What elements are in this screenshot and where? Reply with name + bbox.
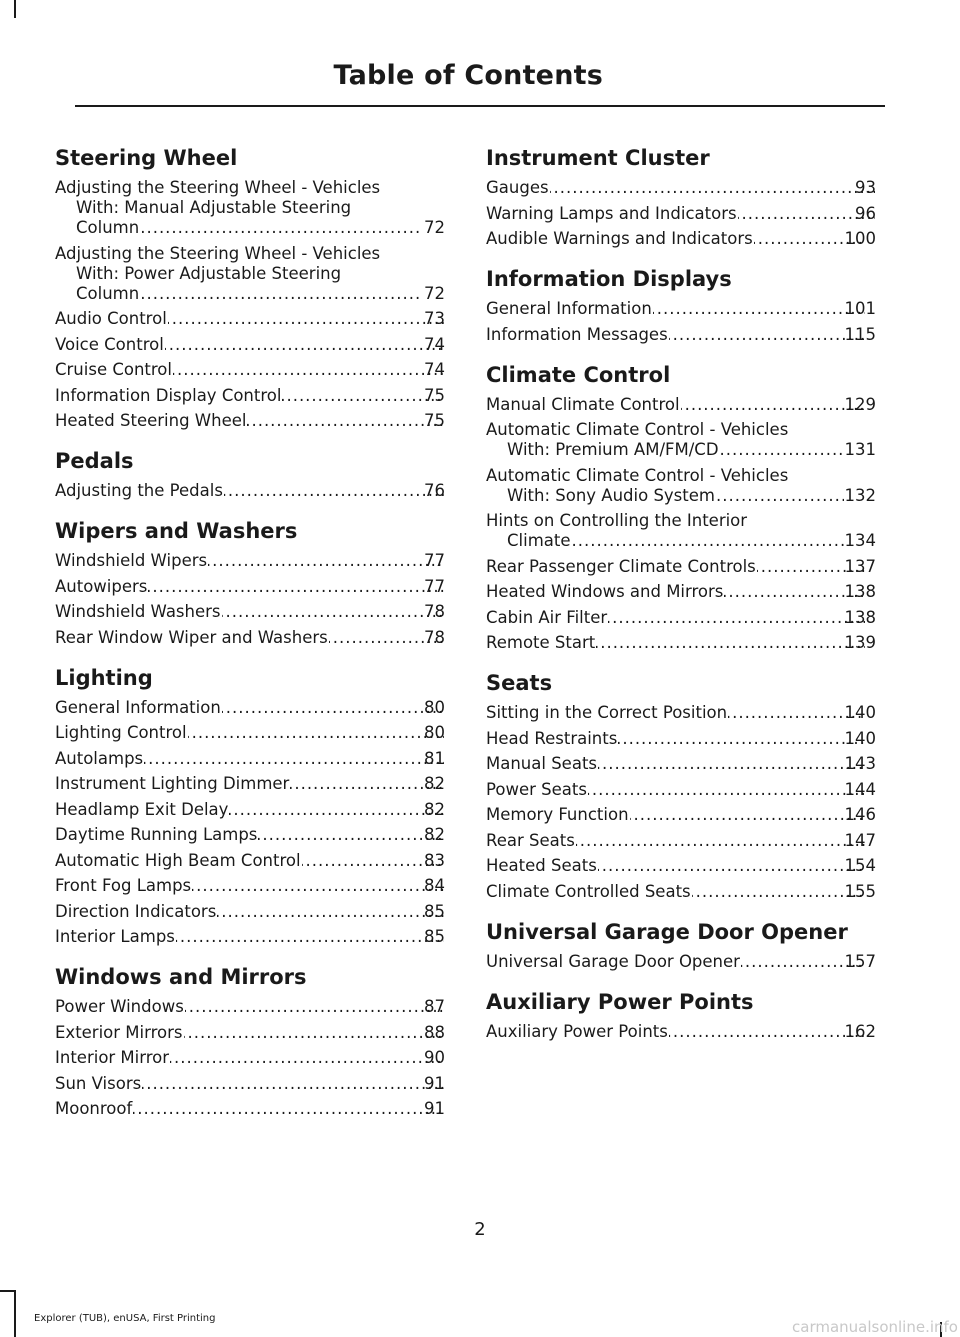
entry-title: Cruise Control: [55, 360, 172, 379]
toc-entry[interactable]: Moonroof ..... 91: [55, 1099, 445, 1119]
entry-title: Direction Indicators: [55, 901, 217, 921]
entry-page-number: 162: [844, 1021, 876, 1041]
dot-leader: [140, 284, 423, 304]
dot-leader: [144, 749, 444, 769]
title-rule: [75, 105, 885, 107]
entry-title-line: Adjusting the Steering Wheel - Vehicles: [55, 178, 381, 197]
entry-title: Manual Seats: [486, 754, 598, 773]
entry-page-number: 155: [844, 881, 876, 901]
section-heading: Windows and Mirrors: [55, 965, 307, 989]
dot-leader: [598, 856, 865, 876]
dot-leader: [192, 876, 444, 896]
section-heading: Information Displays: [486, 267, 732, 291]
toc-entry[interactable]: [486, 754, 876, 774]
entry-title: Instrument Lighting Dimmer: [55, 774, 290, 793]
toc-entry[interactable]: Adjusting the Pedals ..... 76: [55, 481, 445, 501]
entry-title: Warning Lamps and Indicators: [486, 203, 737, 223]
entry-page-number: 139: [844, 633, 876, 652]
dot-leader: [173, 360, 444, 380]
entry-page-number: 138: [844, 607, 876, 627]
entry-title: Audio Control: [55, 309, 167, 328]
dot-leader: [290, 774, 444, 794]
section-heading: Auxiliary Power Points: [486, 989, 754, 1014]
entry-title: Sitting in the Correct Position: [486, 703, 728, 722]
dot-leader: [608, 608, 864, 628]
entry-page-number: 132: [844, 485, 876, 505]
entry-title-line: With: Manual Adjustable Steering: [76, 198, 352, 217]
toc-entry[interactable]: Daytime Running Lamps ..... 82: [55, 825, 445, 845]
dot-leader: [572, 531, 844, 551]
toc-section: [486, 363, 876, 654]
entry-title: Lighting Control: [55, 723, 187, 742]
entry-page-number: 157: [844, 951, 876, 971]
entry-title-line: Adjusting the Steering Wheel - Vehicles: [55, 243, 381, 263]
entry-title: Power Seats: [486, 779, 587, 799]
toc-entry[interactable]: [486, 420, 876, 460]
dot-leader: [302, 851, 444, 871]
crop-mark-bottom-left-h: [0, 1290, 16, 1292]
dot-leader: [724, 582, 864, 602]
toc-entry[interactable]: Rear Window Wiper and Washers ..... 78: [55, 628, 445, 648]
toc-entry[interactable]: Exterior Mirrors ..... 88: [55, 1023, 445, 1043]
entry-page-number: 140: [844, 703, 876, 722]
entry-title: Climate Controlled Seats: [486, 881, 691, 901]
toc-entry[interactable]: Gauges ..... 93: [486, 178, 876, 198]
entry-page-number: 131: [844, 440, 876, 459]
toc-entry[interactable]: [486, 633, 876, 653]
entry-title: Rear Window Wiper and Washers: [55, 627, 328, 647]
entry-title: Manual Climate Control: [486, 394, 680, 414]
toc-entry[interactable]: Direction Indicators ..... 85: [55, 902, 445, 922]
toc-column-left: [55, 146, 445, 1137]
toc-entry[interactable]: Sun Visors ..... 91: [55, 1074, 445, 1094]
dot-leader: [222, 602, 444, 622]
dot-leader: [681, 395, 865, 415]
section-heading: Universal Garage Door Opener: [486, 919, 848, 944]
toc-entry[interactable]: [486, 780, 876, 800]
entry-title: Adjusting the Pedals: [55, 481, 223, 500]
entry-title-line: Hints on Controlling the Interior: [486, 511, 748, 530]
toc-section: [486, 671, 876, 902]
dot-leader: [224, 481, 444, 501]
entry-title: Front Fog Lamps: [55, 876, 192, 895]
entry-title: Column: [76, 218, 140, 237]
entry-title: Climate: [507, 531, 571, 550]
toc-entry[interactable]: [486, 729, 876, 749]
toc-entry[interactable]: Interior Lamps ..... 85: [55, 927, 445, 947]
entry-page-number: 101: [844, 299, 876, 318]
dot-leader: [669, 325, 865, 345]
toc-section: [55, 965, 445, 1119]
dot-leader: [247, 411, 444, 431]
entry-title: Auxiliary Power Points: [486, 1021, 668, 1041]
toc-section: [55, 666, 445, 948]
entry-page-number: 72: [424, 218, 445, 237]
section-heading: Instrument Cluster: [486, 146, 710, 170]
edition-label: Explorer (TUB), enUSA, First Printing: [34, 1313, 216, 1324]
toc-entry[interactable]: Warning Lamps and Indicators ..... 96: [486, 204, 876, 224]
toc-entry[interactable]: Heated Steering Wheel ..... 75: [55, 411, 445, 431]
toc-entry[interactable]: [486, 703, 876, 723]
toc-column-right: [486, 146, 876, 1060]
dot-leader: [550, 178, 875, 198]
entry-title: Daytime Running Lamps: [55, 825, 258, 844]
entry-title: Cabin Air Filter: [486, 607, 608, 627]
entry-title: General Information: [55, 697, 221, 717]
toc-entry[interactable]: [486, 511, 876, 551]
entry-title: Audible Warnings and Indicators: [486, 229, 753, 248]
entry-title-line: Automatic Climate Control - Vehicles: [486, 465, 789, 485]
toc-entry[interactable]: Instrument Lighting Dimmer ..... 82: [55, 774, 445, 794]
entry-title: Voice Control: [55, 334, 164, 354]
entry-title: Column: [76, 283, 140, 303]
toc-entry[interactable]: Audio Control ..... 73: [55, 309, 445, 329]
entry-title: Autowipers: [55, 576, 148, 596]
dot-leader: [184, 1023, 444, 1043]
entry-title: Headlamp Exit Delay: [55, 799, 229, 819]
dot-leader: [217, 902, 444, 922]
page-number: 2: [474, 1219, 486, 1240]
entry-title: Interior Lamps: [55, 927, 175, 946]
toc-entry[interactable]: [486, 229, 876, 249]
entry-title: Rear Seats: [486, 830, 575, 850]
entry-page-number: 134: [844, 531, 876, 550]
entry-page-number: 146: [844, 805, 876, 824]
toc-entry[interactable]: [486, 608, 876, 628]
dot-leader: [716, 486, 844, 506]
toc-entry[interactable]: [486, 582, 876, 602]
crop-mark-bottom-left-v: [14, 1290, 16, 1337]
dot-leader: [176, 927, 444, 947]
dot-leader: [222, 698, 444, 718]
entry-title: Universal Garage Door Opener: [486, 951, 740, 971]
toc-entry[interactable]: General Information ..... 80: [55, 698, 445, 718]
entry-page-number: 143: [844, 754, 876, 773]
entry-title: Heated Steering Wheel: [55, 411, 247, 430]
entry-page-number: 140: [844, 728, 876, 748]
toc-entry[interactable]: [55, 178, 445, 238]
toc-entry[interactable]: Front Fog Lamps ..... 84: [55, 876, 445, 896]
toc-entry[interactable]: [486, 395, 876, 415]
toc-section: [486, 920, 876, 972]
entry-title: Information Messages: [486, 324, 668, 344]
entry-title: Windshield Washers: [55, 602, 221, 621]
toc-entry[interactable]: Cruise Control ..... 74: [55, 360, 445, 380]
entry-title: Autolamps: [55, 748, 144, 768]
dot-leader: [140, 218, 423, 238]
section-heading: Steering Wheel: [55, 146, 238, 170]
toc-entry[interactable]: [486, 1022, 876, 1042]
dot-leader: [168, 309, 444, 329]
section-heading: Pedals: [55, 449, 134, 473]
entry-title: General Information: [486, 299, 652, 318]
entry-page-number: 100: [844, 229, 876, 248]
dot-leader: [598, 754, 864, 774]
toc-section: [486, 146, 876, 249]
dot-leader: [185, 997, 444, 1017]
toc-entry[interactable]: Autowipers ..... 77: [55, 577, 445, 597]
toc-section: [55, 146, 445, 431]
entry-title: With: Premium AM/FM/CD: [507, 440, 719, 459]
toc-section: [55, 519, 445, 648]
entry-page-number: 72: [424, 283, 445, 303]
toc-entry[interactable]: [486, 856, 876, 876]
entry-page-number: 154: [844, 856, 876, 875]
dot-leader: [133, 1099, 444, 1119]
toc-entry[interactable]: Voice Control ..... 74: [55, 335, 445, 355]
entry-title: Automatic High Beam Control: [55, 850, 301, 870]
toc-section: [486, 267, 876, 345]
entry-title: Windshield Wipers: [55, 551, 208, 570]
entry-title: Information Display Control: [55, 385, 282, 405]
dot-leader: [229, 800, 444, 820]
dot-leader: [630, 805, 865, 825]
toc-entry[interactable]: [486, 557, 876, 577]
toc-entry[interactable]: Lighting Control ..... 80: [55, 723, 445, 743]
dot-leader: [170, 1048, 444, 1068]
entry-page-number: 138: [844, 582, 876, 601]
toc-entry[interactable]: Power Windows ..... 87: [55, 997, 445, 1017]
dot-leader: [596, 633, 864, 653]
toc-entry[interactable]: [486, 882, 876, 902]
entry-title: Gauges: [486, 178, 549, 197]
page-title: Table of Contents: [333, 60, 603, 91]
toc-entry[interactable]: [486, 831, 876, 851]
crop-mark-top-left: [14, 0, 16, 18]
toc-entry[interactable]: [486, 952, 876, 972]
dot-leader: [188, 723, 444, 743]
dot-leader: [588, 780, 865, 800]
section-heading: Lighting: [55, 665, 153, 690]
entry-title: Heated Windows and Mirrors: [486, 582, 724, 601]
dot-leader: [142, 1074, 444, 1094]
toc-entry[interactable]: Information Display Control ..... 75: [55, 386, 445, 406]
toc-section: [486, 990, 876, 1042]
toc-entry[interactable]: Automatic High Beam Control ..... 83: [55, 851, 445, 871]
toc-entry[interactable]: Interior Mirror ..... 90: [55, 1048, 445, 1068]
dot-leader: [720, 440, 844, 460]
entry-title: Head Restraints: [486, 728, 618, 748]
toc-entry[interactable]: [486, 805, 876, 825]
toc-entry[interactable]: Headlamp Exit Delay ..... 82: [55, 800, 445, 820]
dot-leader: [282, 386, 444, 406]
entry-title-line: With: Power Adjustable Steering: [76, 263, 342, 283]
entry-title: Heated Seats: [486, 856, 597, 875]
entry-title: Power Windows: [55, 997, 184, 1016]
section-heading: Seats: [486, 671, 553, 695]
toc-entry[interactable]: [55, 244, 445, 304]
entry-title: Interior Mirror: [55, 1048, 170, 1067]
toc-entry[interactable]: Windshield Wipers ..... 77: [55, 551, 445, 571]
toc-entry[interactable]: Autolamps ..... 81: [55, 749, 445, 769]
entry-page-number: 147: [844, 830, 876, 850]
entry-title-line: Automatic Climate Control - Vehicles: [486, 420, 789, 439]
entry-page-number: 137: [844, 556, 876, 576]
toc-entry[interactable]: [486, 325, 876, 345]
dot-leader: [208, 551, 444, 571]
watermark: carmanualsonline.info: [792, 1318, 958, 1336]
entry-title: Remote Start: [486, 633, 596, 652]
entry-title: With: Sony Audio System: [507, 485, 715, 505]
entry-title: Exterior Mirrors: [55, 1022, 183, 1042]
entry-title: Rear Passenger Climate Controls: [486, 556, 756, 576]
toc-entry[interactable]: [486, 466, 876, 506]
toc-section: [55, 449, 445, 501]
entry-page-number: 115: [844, 324, 876, 344]
dot-leader: [576, 831, 865, 851]
toc-entry[interactable]: [486, 299, 876, 319]
dot-leader: [692, 882, 865, 902]
dot-leader: [148, 577, 444, 597]
entry-title: Memory Function: [486, 805, 629, 824]
section-heading: Climate Control: [486, 362, 671, 387]
dot-leader: [618, 729, 864, 749]
dot-leader: [669, 1022, 865, 1042]
dot-leader: [165, 335, 444, 355]
section-heading: Wipers and Washers: [55, 519, 298, 543]
entry-page-number: 144: [844, 779, 876, 799]
entry-title: Moonroof: [55, 1099, 133, 1118]
entry-title: Sun Visors: [55, 1073, 142, 1093]
entry-page-number: 129: [844, 394, 876, 414]
dot-leader: [258, 825, 444, 845]
dot-leader: [653, 299, 865, 319]
toc-entry[interactable]: Windshield Washers ..... 78: [55, 602, 445, 622]
